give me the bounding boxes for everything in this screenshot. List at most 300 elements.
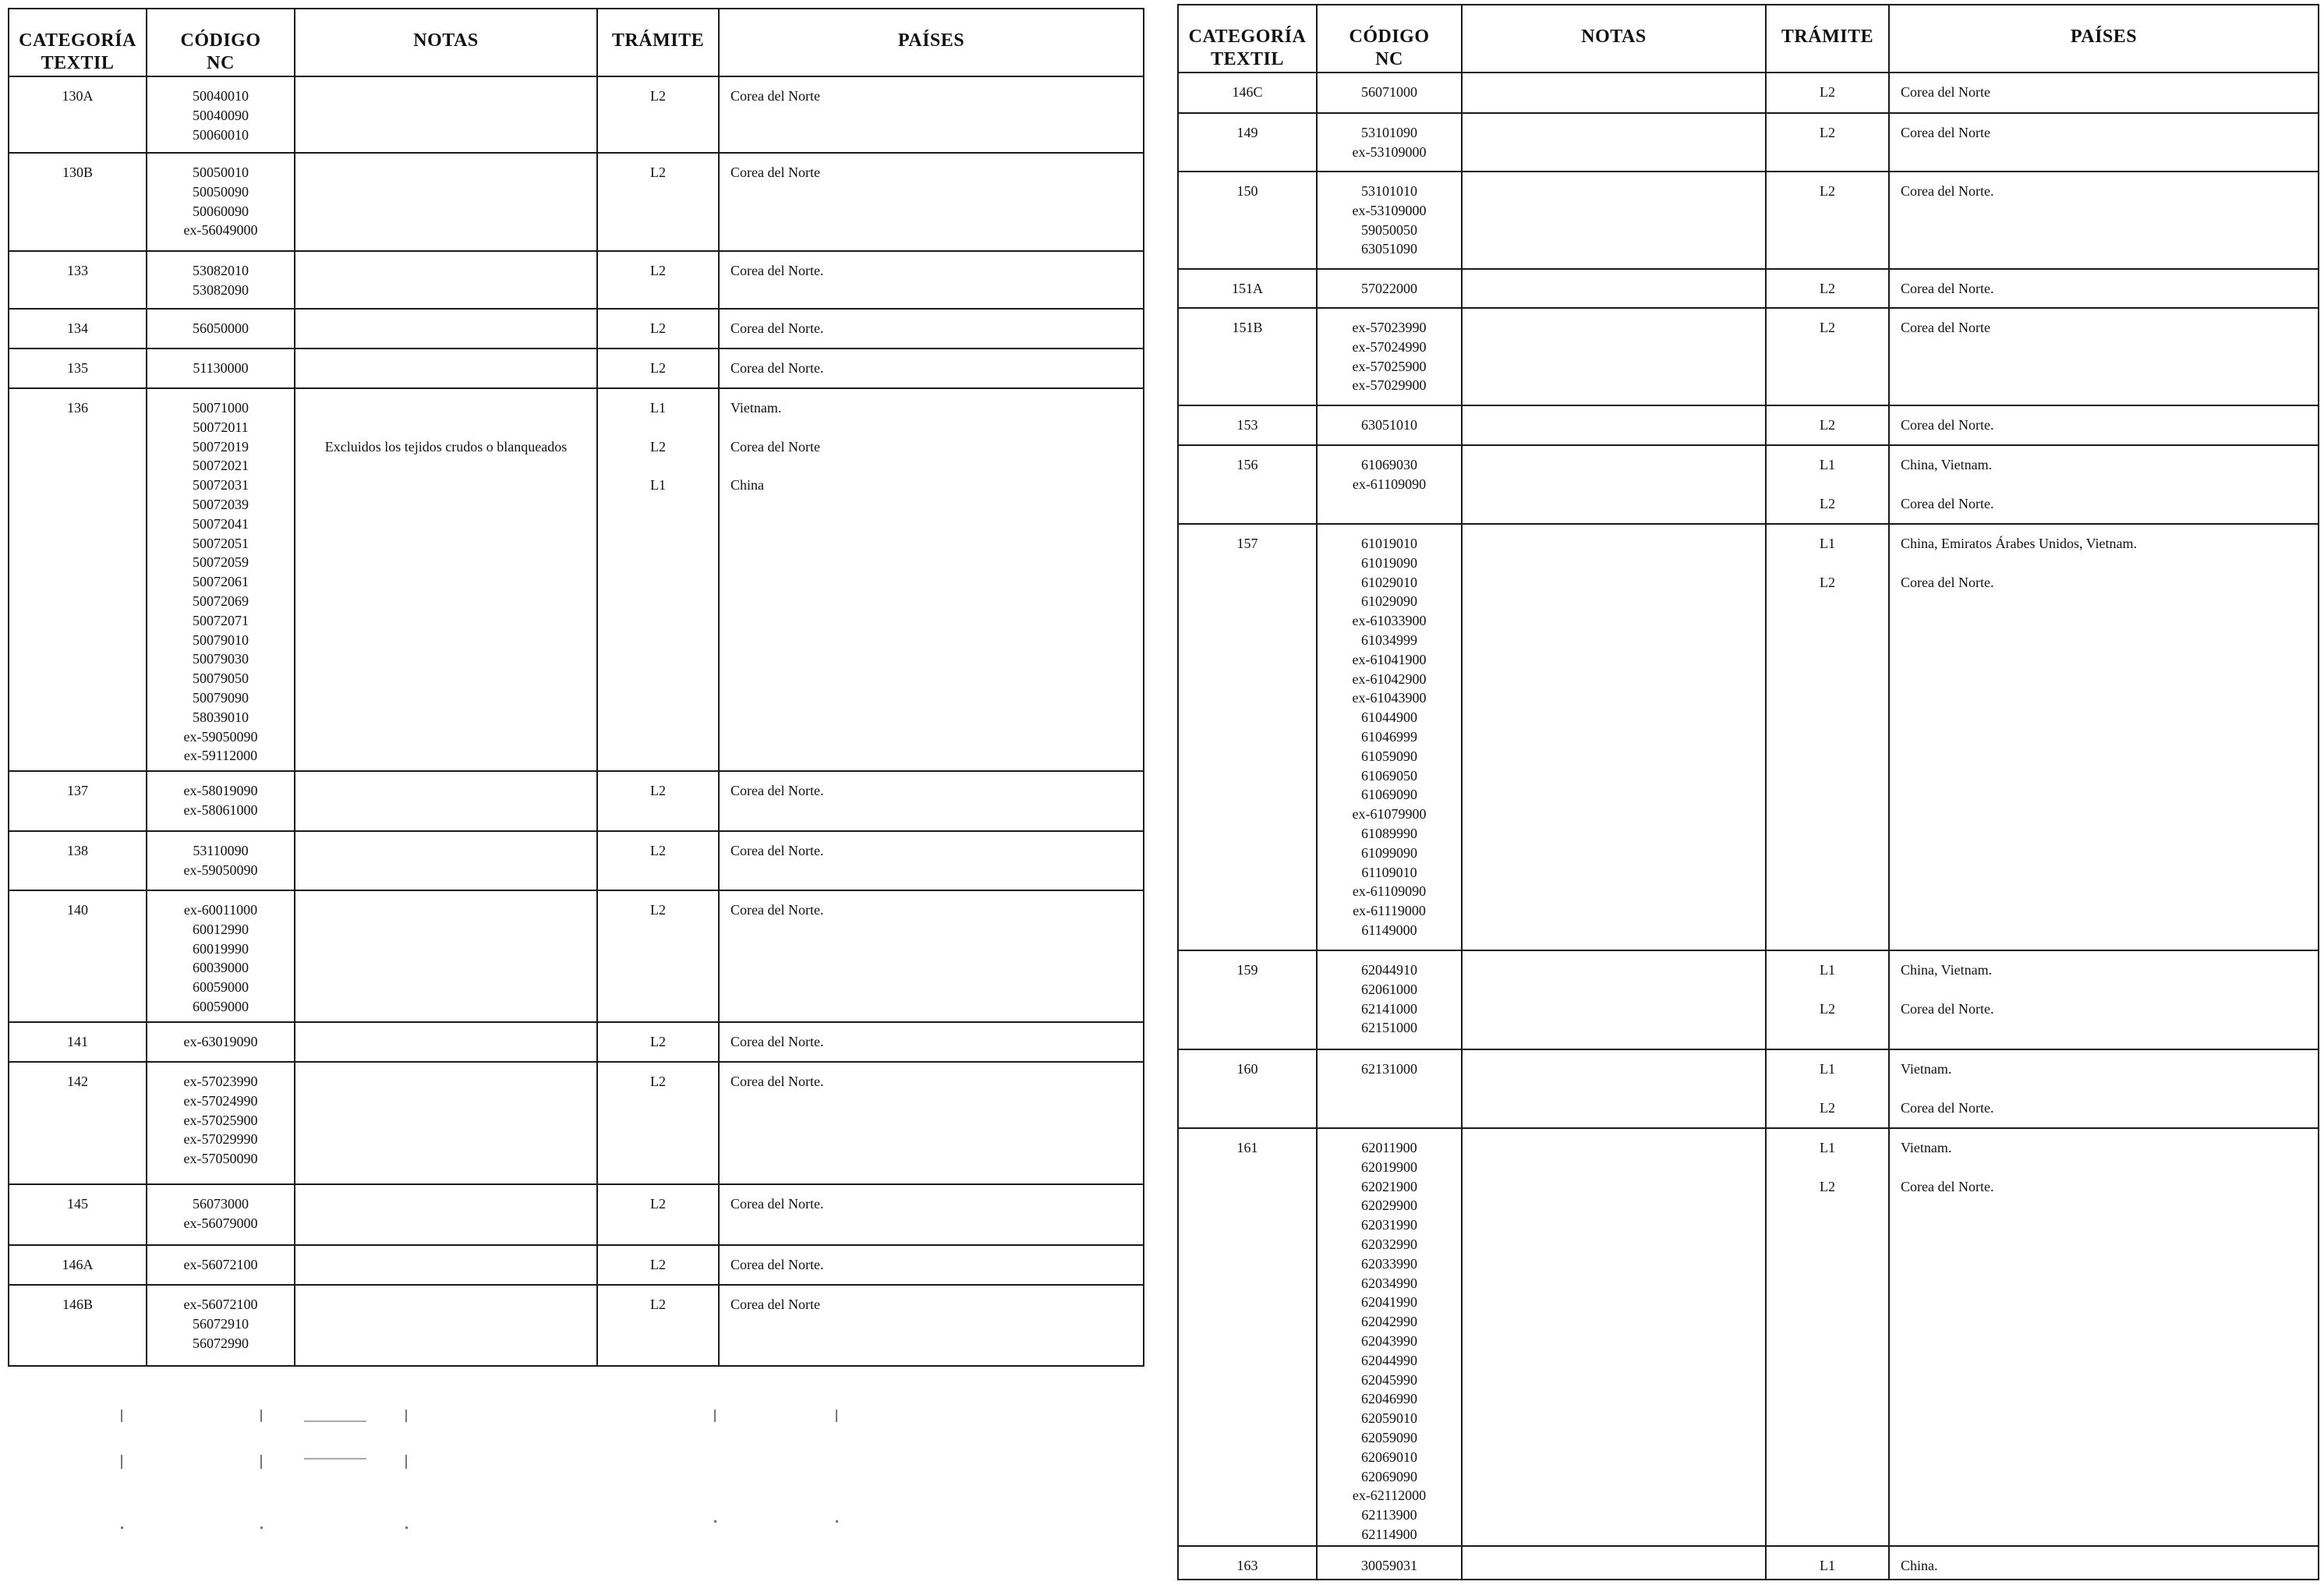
paises-value: China — [730, 477, 764, 494]
tramite-value: L2 — [650, 438, 666, 455]
nc-code: ex-61109090 — [1352, 883, 1427, 900]
right-table-body — [1178, 73, 2319, 1580]
nc-code: ex-57050090 — [183, 1151, 258, 1167]
spacer — [1901, 1079, 2317, 1099]
nc-code: 56072910 — [193, 1315, 249, 1332]
codigo-cell — [147, 1285, 295, 1366]
table-row — [9, 153, 1144, 251]
paises-value: Corea del Norte — [730, 438, 820, 455]
tramite-cell — [597, 348, 719, 388]
codigo-cell — [1317, 172, 1462, 269]
paises-cell — [1889, 269, 2319, 308]
notas-cell — [295, 1285, 597, 1366]
nc-code: 61069030 — [1361, 457, 1417, 472]
notas-cell — [1462, 269, 1766, 308]
paises-value: Corea del Norte. — [730, 1034, 824, 1049]
nc-code: 62044910 — [1361, 962, 1417, 978]
nc-code: 61059090 — [1361, 748, 1417, 764]
paises-value: Corea del Norte. — [730, 263, 824, 278]
tramite-cell — [597, 890, 719, 1022]
tramite-cell — [1766, 1546, 1889, 1580]
spacer — [730, 456, 1142, 476]
table-row — [9, 1022, 1144, 1062]
spacer — [1767, 980, 1887, 999]
codigo-cell — [1317, 524, 1462, 950]
nc-code: ex-57023990 — [183, 1074, 258, 1089]
paises-cell — [1889, 1049, 2319, 1128]
paises-value: Corea del Norte. — [1901, 281, 1994, 296]
tramite-value: L2 — [650, 320, 666, 336]
nc-code: 50060010 — [193, 126, 249, 143]
codigo-cell — [147, 1022, 295, 1062]
table-row — [9, 348, 1144, 388]
scan-artifact — [260, 1410, 262, 1422]
tramite-value: L2 — [650, 843, 666, 858]
nc-code: 62032990 — [1361, 1236, 1417, 1252]
codigo-cell — [147, 831, 295, 890]
tramite-value: L2 — [650, 263, 666, 278]
tramite-cell — [597, 388, 719, 771]
codigo-cell — [1317, 73, 1462, 113]
tramite-cell — [1766, 950, 1889, 1049]
notas-cell — [1462, 172, 1766, 269]
tramite-cell — [597, 1184, 719, 1245]
nc-code: ex-61119000 — [1353, 903, 1426, 919]
spacer — [1901, 980, 2317, 999]
nc-code: 53082010 — [193, 263, 249, 278]
tramite-cell — [597, 771, 719, 831]
categoria-cell: 137 — [9, 771, 147, 831]
header-paises: PAÍSES — [719, 9, 1144, 76]
spacer — [1901, 554, 2317, 573]
nc-code: 62043990 — [1361, 1332, 1417, 1349]
notas-cell — [1462, 524, 1766, 950]
nc-code: 57022000 — [1361, 281, 1417, 296]
notas-cell — [1462, 1049, 1766, 1128]
notas-cell — [295, 831, 597, 890]
paises-value: Corea del Norte. — [730, 843, 824, 858]
nc-code: 50072071 — [193, 612, 249, 628]
paises-value: Corea del Norte. — [1901, 417, 1994, 433]
nc-code: ex-61042900 — [1352, 670, 1427, 687]
nc-code: 62029900 — [1361, 1198, 1417, 1214]
categoria-cell: 146B — [9, 1285, 147, 1366]
categoria-cell: 146C — [1178, 73, 1317, 113]
nc-code: ex-57024990 — [183, 1092, 258, 1109]
categoria-cell: 149 — [1178, 113, 1317, 172]
table-row — [1178, 1049, 2319, 1128]
tramite-value: L2 — [1820, 183, 1835, 199]
tramite-value: L2 — [1820, 320, 1835, 335]
tramite-cell — [597, 1022, 719, 1062]
nc-code: 30059031 — [1361, 1557, 1417, 1573]
table-row — [1178, 73, 2319, 113]
tramite-value: L2 — [1820, 417, 1835, 433]
categoria-cell: 160 — [1178, 1049, 1317, 1128]
tramite-cell — [597, 1245, 719, 1285]
scan-artifact — [260, 1527, 263, 1529]
tramite-cell — [1766, 73, 1889, 113]
table-row — [9, 771, 1144, 831]
paises-value: Corea del Norte — [1901, 320, 1990, 335]
paises-value: Corea del Norte. — [730, 783, 824, 798]
nc-code: 62021900 — [1361, 1178, 1417, 1194]
paises-cell — [719, 1245, 1144, 1285]
nc-code: ex-56072100 — [183, 1297, 258, 1312]
nc-code: ex-57029900 — [1352, 377, 1427, 394]
paises-cell — [719, 890, 1144, 1022]
nc-code: ex-59050090 — [183, 861, 258, 878]
tramite-value: L1 — [1820, 1557, 1835, 1573]
spacer — [296, 418, 596, 437]
tramite-value: L2 — [1820, 495, 1835, 511]
scan-artifact — [714, 1520, 716, 1523]
spacer — [599, 456, 717, 476]
nc-code: 61029090 — [1361, 593, 1417, 610]
codigo-cell — [147, 771, 295, 831]
codigo-cell — [1317, 445, 1462, 524]
categoria-cell: 145 — [9, 1184, 147, 1245]
categoria-cell: 136 — [9, 388, 147, 771]
tramite-value: L2 — [1820, 1099, 1835, 1116]
tramite-value: L1 — [1820, 457, 1835, 472]
notas-cell — [295, 153, 597, 251]
nc-code: ex-53109000 — [1352, 202, 1427, 218]
spacer — [1767, 1158, 1887, 1177]
categoria-cell: 153 — [1178, 405, 1317, 445]
paises-value: Corea del Norte. — [1901, 574, 1994, 590]
paises-cell — [1889, 524, 2319, 950]
nc-code: 60019990 — [193, 940, 249, 957]
nc-code: ex-56072100 — [183, 1257, 258, 1272]
nc-code: ex-60011000 — [183, 902, 258, 918]
tramite-value: L2 — [1820, 1178, 1835, 1194]
codigo-cell — [147, 1062, 295, 1184]
nc-code: ex-63019090 — [183, 1034, 258, 1049]
paises-value: Corea del Norte — [730, 165, 820, 180]
right-table — [1177, 4, 2319, 1580]
tramite-cell — [1766, 269, 1889, 308]
nc-code: 50079030 — [193, 651, 249, 667]
notas-cell — [1462, 1128, 1766, 1546]
tramite-cell — [597, 831, 719, 890]
nc-code: ex-57025900 — [1352, 358, 1427, 374]
categoria-cell: 133 — [9, 251, 147, 309]
paises-value: Vietnam. — [730, 400, 782, 416]
nc-code: 61029010 — [1361, 574, 1417, 590]
paises-value: China, Vietnam. — [1901, 962, 1993, 978]
nc-code: 61044900 — [1361, 709, 1417, 726]
tramite-cell — [597, 251, 719, 309]
paises-value: China, Emiratos Árabes Unidos, Vietnam. — [1901, 536, 2138, 551]
codigo-cell — [147, 348, 295, 388]
table-row — [1178, 445, 2319, 524]
categoria-cell: 146A — [9, 1245, 147, 1285]
categoria-cell: 159 — [1178, 950, 1317, 1049]
paises-value: Corea del Norte — [1901, 84, 1990, 100]
tramite-value: L2 — [650, 1297, 666, 1312]
paises-value: Corea del Norte. — [1901, 183, 1994, 199]
tramite-cell — [597, 1062, 719, 1184]
nc-code: 50072039 — [193, 496, 249, 512]
notas-cell — [295, 388, 597, 771]
paises-value: Corea del Norte. — [730, 360, 824, 376]
nc-code: 60012990 — [193, 921, 249, 937]
nc-code: 62059010 — [1361, 1410, 1417, 1427]
nc-code: 61149000 — [1361, 922, 1417, 938]
paises-cell — [719, 153, 1144, 251]
categoria-cell: 161 — [1178, 1128, 1317, 1546]
table-row — [1178, 269, 2319, 308]
nc-code: 50072061 — [193, 574, 249, 590]
categoria-cell: 130A — [9, 76, 147, 153]
tramite-value: L2 — [650, 360, 666, 376]
tramite-value: L2 — [1820, 1000, 1835, 1017]
tramite-cell — [1766, 113, 1889, 172]
tramite-value: L2 — [650, 783, 666, 798]
notas-cell — [1462, 113, 1766, 172]
nc-code: 50072069 — [193, 593, 249, 609]
scan-artifact — [714, 1410, 716, 1422]
table-row — [1178, 172, 2319, 269]
codigo-cell — [147, 153, 295, 251]
nc-code: 51130000 — [193, 360, 249, 376]
codigo-cell — [147, 251, 295, 309]
table-row — [1178, 524, 2319, 950]
table-row — [1178, 113, 2319, 172]
tramite-value: L1 — [1820, 962, 1835, 978]
nc-code: 60059000 — [193, 979, 249, 996]
paises-cell — [1889, 1546, 2319, 1580]
nc-code: 56072990 — [193, 1335, 249, 1351]
nc-code: ex-58061000 — [183, 801, 258, 818]
nc-code: 61069090 — [1361, 787, 1417, 803]
nc-code: 63051090 — [1361, 241, 1417, 257]
tramite-value: L2 — [1820, 281, 1835, 296]
paises-cell — [719, 1184, 1144, 1245]
header-codigo: CÓDIGO NC — [1317, 5, 1462, 73]
table-row — [9, 251, 1144, 309]
tramite-value: L2 — [1820, 125, 1835, 140]
notas-cell — [295, 890, 597, 1022]
table-row — [9, 890, 1144, 1022]
header-tramite: TRÁMITE — [597, 9, 719, 76]
categoria-cell: 138 — [9, 831, 147, 890]
scan-artifact — [260, 1455, 262, 1469]
codigo-cell — [147, 1245, 295, 1285]
paises-value: Corea del Norte. — [730, 1074, 824, 1089]
header-tramite: TRÁMITE — [1766, 5, 1889, 73]
paises-cell — [719, 771, 1144, 831]
nc-code: 62019900 — [1361, 1159, 1417, 1175]
nc-code: 56073000 — [193, 1196, 249, 1212]
nc-code: 50072041 — [193, 515, 249, 532]
nc-code: 50050090 — [193, 183, 249, 200]
spacer — [1767, 1079, 1887, 1099]
paises-value: Corea del Norte. — [730, 1257, 824, 1272]
categoria-cell: 151B — [1178, 308, 1317, 405]
nc-code: 62045990 — [1361, 1371, 1417, 1388]
table-row — [9, 309, 1144, 348]
nc-code: ex-57023990 — [1352, 320, 1427, 335]
spacer — [296, 398, 596, 418]
paises-cell — [719, 388, 1144, 771]
categoria-cell: 150 — [1178, 172, 1317, 269]
notas-cell — [295, 348, 597, 388]
nc-code: 62069010 — [1361, 1449, 1417, 1465]
paises-value: Corea del Norte. — [730, 902, 824, 918]
nc-code: ex-57024990 — [1352, 338, 1427, 355]
nc-code: 62141000 — [1361, 1000, 1417, 1017]
paises-cell — [719, 831, 1144, 890]
nc-code: 56050000 — [193, 320, 249, 336]
notas-cell — [295, 251, 597, 309]
nc-code: ex-57025900 — [183, 1112, 258, 1128]
codigo-cell — [1317, 405, 1462, 445]
categoria-cell: 151A — [1178, 269, 1317, 308]
paises-value: China. — [1901, 1557, 1938, 1573]
nc-code: 50079050 — [193, 670, 249, 687]
tramite-value: L2 — [1820, 84, 1835, 100]
paises-value: Vietnam. — [1901, 1061, 1952, 1077]
nc-code: ex-62112000 — [1352, 1488, 1427, 1504]
nc-code: ex-56079000 — [183, 1215, 258, 1231]
nc-code: 50040010 — [193, 88, 249, 104]
scan-artifact — [121, 1410, 122, 1422]
tramite-cell — [597, 153, 719, 251]
nc-code: 62069090 — [1361, 1468, 1417, 1484]
table-row — [9, 1062, 1144, 1184]
nc-code: 62059090 — [1361, 1429, 1417, 1445]
codigo-cell — [1317, 269, 1462, 308]
nc-code: 61019010 — [1361, 536, 1417, 551]
nc-code: ex-61109090 — [1352, 476, 1427, 492]
header-notas: NOTAS — [1462, 5, 1766, 73]
tramite-value: L1 — [1820, 1140, 1835, 1155]
tramite-value: L2 — [650, 1034, 666, 1049]
scan-artifact — [405, 1410, 407, 1422]
nc-code: 62151000 — [1361, 1020, 1417, 1036]
header-notas: NOTAS — [295, 9, 597, 76]
codigo-cell — [1317, 308, 1462, 405]
table-row — [9, 1184, 1144, 1245]
paises-cell — [719, 1022, 1144, 1062]
paises-value: China, Vietnam. — [1901, 457, 1993, 472]
nc-code: 62031990 — [1361, 1217, 1417, 1233]
paises-cell — [1889, 73, 2319, 113]
table-row — [1178, 950, 2319, 1049]
nc-code: ex-56049000 — [183, 222, 258, 239]
tramite-value: L1 — [650, 400, 666, 416]
paises-cell — [719, 309, 1144, 348]
nc-code: 61046999 — [1361, 728, 1417, 745]
nc-code: 62046990 — [1361, 1391, 1417, 1407]
table-row — [1178, 1546, 2319, 1580]
table-row — [1178, 308, 2319, 405]
nc-code: 62131000 — [1361, 1061, 1417, 1077]
nc-code: 62061000 — [1361, 981, 1417, 997]
notas-cell — [1462, 73, 1766, 113]
notas-cell — [1462, 308, 1766, 405]
nc-code: 61089990 — [1361, 825, 1417, 841]
paises-value: Corea del Norte — [1901, 125, 1990, 140]
nc-code: 61069050 — [1361, 767, 1417, 784]
nc-code: 53101090 — [1361, 125, 1417, 140]
notas-cell — [295, 1062, 597, 1184]
paises-cell — [719, 251, 1144, 309]
nc-code: ex-61041900 — [1352, 651, 1427, 667]
table-row — [9, 1245, 1144, 1285]
left-table-body — [9, 76, 1144, 1366]
nc-code: 60039000 — [193, 960, 249, 976]
tramite-value: L2 — [650, 902, 666, 918]
tramite-cell — [1766, 1049, 1889, 1128]
tramite-cell — [1766, 172, 1889, 269]
categoria-cell: 142 — [9, 1062, 147, 1184]
notas-cell — [295, 1245, 597, 1285]
nc-code: 50060090 — [193, 203, 249, 219]
nc-code: 50072019 — [193, 438, 249, 455]
scan-artifact — [304, 1420, 366, 1422]
nc-code: 61019090 — [1361, 554, 1417, 571]
paises-cell — [1889, 405, 2319, 445]
nc-code: 58039010 — [193, 709, 249, 725]
paises-cell — [1889, 308, 2319, 405]
nc-code: 50072021 — [193, 458, 249, 474]
nc-code: 60059000 — [193, 998, 249, 1014]
spacer — [1767, 475, 1887, 494]
nc-code: 62042990 — [1361, 1314, 1417, 1330]
scan-artifact — [405, 1455, 407, 1469]
tramite-cell — [1766, 1128, 1889, 1546]
tramite-value: L2 — [650, 1257, 666, 1272]
paises-cell — [1889, 445, 2319, 524]
tramite-cell — [1766, 445, 1889, 524]
paises-value: Corea del Norte — [730, 88, 820, 104]
codigo-cell — [1317, 113, 1462, 172]
paises-cell — [719, 348, 1144, 388]
codigo-cell — [147, 890, 295, 1022]
codigo-cell — [147, 1184, 295, 1245]
table-row — [9, 831, 1144, 890]
notas-cell — [295, 309, 597, 348]
nc-code: 50079090 — [193, 689, 249, 706]
nc-code: 62113900 — [1361, 1507, 1417, 1523]
header-categoria: CATEGORÍA TEXTIL — [9, 9, 147, 76]
tramite-cell — [597, 76, 719, 153]
nc-code: ex-61033900 — [1352, 613, 1427, 629]
left-table — [8, 8, 1144, 1367]
tramite-cell — [1766, 308, 1889, 405]
header-paises: PAÍSES — [1889, 5, 2319, 73]
nc-code: 50072011 — [193, 419, 249, 435]
paises-cell — [1889, 172, 2319, 269]
paises-cell — [719, 1285, 1144, 1366]
spacer — [1767, 554, 1887, 573]
scan-artifact — [121, 1455, 122, 1469]
notas-cell — [295, 1184, 597, 1245]
codigo-cell — [1317, 1049, 1462, 1128]
tramite-value: L2 — [650, 1074, 666, 1089]
notas-cell — [295, 771, 597, 831]
nc-code: 53101010 — [1361, 183, 1417, 199]
tramite-value: L2 — [1820, 574, 1835, 590]
paises-cell — [719, 1062, 1144, 1184]
notas-cell — [1462, 950, 1766, 1049]
spacer — [730, 418, 1142, 437]
spacer — [1901, 475, 2317, 494]
spacer — [1901, 1158, 2317, 1177]
